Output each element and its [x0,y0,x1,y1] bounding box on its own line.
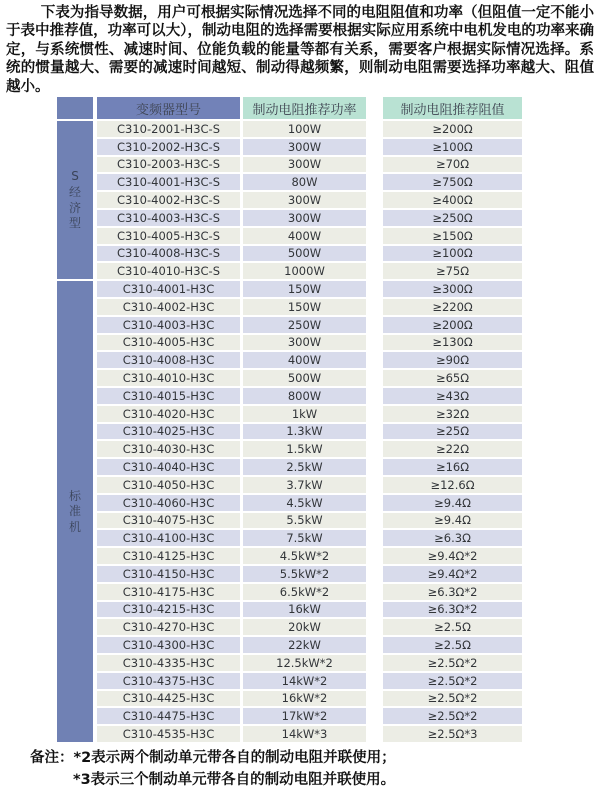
group-label-char: 经 [68,184,81,199]
power-cell: 17kW*2 [243,708,366,726]
resistance-cell: ≥9.4Ω*2 [383,548,522,566]
power-cell: 3.7kW [243,477,366,495]
table-header [57,97,522,121]
table-row [57,246,522,264]
column-gap [366,619,383,637]
column-gap [366,637,383,655]
resistance-cell: ≥2.5Ω [383,619,522,637]
resistance-cell: ≥2.5Ω*2 [383,673,522,691]
resistance-cell: ≥2.5Ω*2 [383,655,522,673]
resistance-cell: ≥200Ω [383,317,522,335]
model-cell: C310-4215-H3C [97,602,240,620]
resistance-cell: ≥6.3Ω*2 [383,584,522,602]
table-row [57,335,522,353]
model-cell: C310-4270-H3C [97,619,240,637]
model-cell: C310-4001-H3C [97,281,240,299]
braking-resistor-table [57,97,522,744]
power-cell: 300W [243,139,366,157]
table-row [57,708,522,726]
resistance-cell: ≥9.4Ω [383,513,522,531]
resistance-cell: ≥90Ω [383,352,522,370]
resistance-cell: ≥130Ω [383,335,522,353]
group-label-char: 机 [68,519,81,534]
group-label-char: 济 [68,200,81,215]
power-cell: 16kW [243,602,366,620]
column-gap [366,370,383,388]
model-cell: C310-4003-H3C [97,317,240,335]
table-row [57,530,522,548]
table-row [57,673,522,691]
column-gap [366,299,383,317]
table-row [57,352,522,370]
header-row [57,97,522,121]
column-gap [366,708,383,726]
resistance-cell: ≥250Ω [383,210,522,228]
table-row [57,281,522,299]
table-row [57,495,522,513]
power-cell: 150W [243,299,366,317]
model-cell: C310-4020-H3C [97,406,240,424]
group-label [57,170,93,229]
power-cell: 1.3kW [243,424,366,442]
power-cell: 7.5kW [243,530,366,548]
model-cell: C310-4010-H3C [97,370,240,388]
column-gap [366,441,383,459]
power-cell: 6.5kW*2 [243,584,366,602]
column-gap [366,726,383,744]
resistance-cell: ≥22Ω [383,441,522,459]
column-gap [366,459,383,477]
column-gap [366,139,383,157]
resistance-cell: ≥750Ω [383,174,522,192]
column-gap [366,281,383,299]
column-gap [366,691,383,709]
footnote-star2: *2表示两个制动单元带各自的制动电阻并联使用； [73,750,396,766]
resistance-cell: ≥300Ω [383,281,522,299]
resistance-cell: ≥6.3Ω [383,530,522,548]
group-label-char: 型 [68,216,81,231]
group-label-char: S [71,169,79,184]
power-cell: 800W [243,388,366,406]
column-gap [366,246,383,264]
column-gap [366,228,383,246]
table-row [57,121,522,139]
resistance-cell: ≥2.5Ω [383,637,522,655]
model-cell: C310-4335-H3C [97,655,240,673]
column-gap [366,513,383,531]
table-row [57,513,522,531]
group-header-cell [57,97,93,121]
resistance-cell: ≥9.4Ω*2 [383,566,522,584]
resistance-cell: ≥150Ω [383,228,522,246]
power-cell: 400W [243,352,366,370]
table-row [57,424,522,442]
model-cell: C310-4005-H3C-S [97,228,240,246]
table-row [57,210,522,228]
table-body [57,121,522,744]
model-cell: C310-4002-H3C-S [97,192,240,210]
model-cell: C310-4375-H3C [97,673,240,691]
resistance-cell: ≥100Ω [383,139,522,157]
table-row [57,174,522,192]
column-gap [366,317,383,335]
column-gap [366,495,383,513]
power-cell: 16kW*2 [243,691,366,709]
table-row [57,228,522,246]
model-cell: C310-4300-H3C [97,637,240,655]
column-gap [366,530,383,548]
group-label-cell [57,121,93,281]
group-label-char: 标 [68,488,81,503]
column-gap [366,584,383,602]
model-cell: C310-4060-H3C [97,495,240,513]
resistance-cell: ≥2.5Ω*3 [383,726,522,744]
table-row [57,477,522,495]
power-cell: 14kW*2 [243,673,366,691]
power-cell: 300W [243,192,366,210]
model-cell: C310-4008-H3C [97,352,240,370]
table-row [57,263,522,281]
power-cell: 500W [243,246,366,264]
table-row [57,192,522,210]
model-cell: C310-4005-H3C [97,335,240,353]
group-label [57,490,93,534]
model-cell: C310-4075-H3C [97,513,240,531]
model-cell: C310-4003-H3C-S [97,210,240,228]
model-cell: C310-4025-H3C [97,424,240,442]
footnote-star3: *3表示三个制动单元带各自的制动电阻并联使用。 [73,771,396,788]
column-gap [366,121,383,139]
power-cell: 1.5kW [243,441,366,459]
table-row [57,157,522,175]
resistance-column-header: 制动电阻推荐阻值 [383,97,522,121]
power-cell: 5.5kW*2 [243,566,366,584]
column-gap [366,263,383,281]
power-cell: 1kW [243,406,366,424]
model-cell: C310-4030-H3C [97,441,240,459]
model-cell: C310-4010-H3C-S [97,263,240,281]
footnote-line-1 [30,748,396,770]
table-row [57,726,522,744]
column-gap [366,673,383,691]
power-cell: 2.5kW [243,459,366,477]
power-cell: 22kW [243,637,366,655]
column-gap [366,424,383,442]
power-cell: 80W [243,174,366,192]
power-cell: 250W [243,317,366,335]
resistance-cell: ≥16Ω [383,459,522,477]
power-cell: 5.5kW [243,513,366,531]
resistance-cell: ≥2.5Ω*2 [383,708,522,726]
resistance-cell: ≥25Ω [383,424,522,442]
footnotes [30,748,396,791]
resistance-cell: ≥32Ω [383,406,522,424]
resistance-cell: ≥6.3Ω*2 [383,602,522,620]
power-cell: 300W [243,157,366,175]
table-row [57,548,522,566]
model-cell: C310-4001-H3C-S [97,174,240,192]
model-column-header: 变频器型号 [97,97,240,121]
power-cell: 14kW*3 [243,726,366,744]
column-gap [366,566,383,584]
resistance-cell: ≥9.4Ω [383,495,522,513]
table-row [57,317,522,335]
table-row [57,406,522,424]
column-gap [366,477,383,495]
table-row [57,566,522,584]
model-cell: C310-4002-H3C [97,299,240,317]
table-row [57,691,522,709]
footnote-line-2 [30,770,396,792]
power-cell: 12.5kW*2 [243,655,366,673]
power-cell: 20kW [243,619,366,637]
column-gap [366,174,383,192]
model-cell: C310-4125-H3C [97,548,240,566]
resistor-table-wrapper [57,97,522,744]
table-row [57,584,522,602]
power-cell: 1000W [243,263,366,281]
resistance-cell: ≥200Ω [383,121,522,139]
resistance-cell: ≥400Ω [383,192,522,210]
power-column-header: 制动电阻推荐功率 [243,97,366,121]
resistance-cell: ≥220Ω [383,299,522,317]
column-gap [366,210,383,228]
power-cell: 300W [243,335,366,353]
model-cell: C310-4040-H3C [97,459,240,477]
power-cell: 500W [243,370,366,388]
model-cell: C310-2003-H3C-S [97,157,240,175]
model-cell: C310-4475-H3C [97,708,240,726]
table-row [57,370,522,388]
group-label-char: 准 [68,504,81,519]
resistance-cell: ≥43Ω [383,388,522,406]
column-gap [366,335,383,353]
model-cell: C310-4535-H3C [97,726,240,744]
power-cell: 150W [243,281,366,299]
resistance-cell: ≥65Ω [383,370,522,388]
resistance-cell: ≥2.5Ω*2 [383,691,522,709]
intro-paragraph: 下表为指导数据，用户可根据实际情况选择不同的电阻阻值和功率（但阻值一定不能小于表中推荐值，功率可以大），制动电阻的选择需要根据实际应用系统中电机发电的功率来确定，与系统惯性、减速时间、位能负载的能量等都有关系，需要客户根据实际情况选择。系统的惯量越大、需要的减速时间越短、制动得越频繁，则制动电阻需要选择功率越大、阻值越小。 [6,5,594,95]
table-row [57,299,522,317]
power-cell: 400W [243,228,366,246]
table-row [57,655,522,673]
table-row [57,619,522,637]
model-cell: C310-4015-H3C [97,388,240,406]
column-gap [366,548,383,566]
power-cell: 4.5kW*2 [243,548,366,566]
model-cell: C310-2002-H3C-S [97,139,240,157]
table-row [57,388,522,406]
column-gap [366,655,383,673]
power-cell: 4.5kW [243,495,366,513]
power-cell: 100W [243,121,366,139]
power-cell: 300W [243,210,366,228]
resistance-cell: ≥75Ω [383,263,522,281]
resistance-cell: ≥12.6Ω [383,477,522,495]
model-cell: C310-4050-H3C [97,477,240,495]
column-gap [366,352,383,370]
footnote-prefix: 备注： [30,750,74,766]
model-cell: C310-4008-H3C-S [97,246,240,264]
column-gap [366,157,383,175]
model-cell: C310-4100-H3C [97,530,240,548]
group-label-cell [57,281,93,744]
resistance-cell: ≥100Ω [383,246,522,264]
column-gap [366,97,383,121]
table-row [57,459,522,477]
model-cell: C310-4425-H3C [97,691,240,709]
model-cell: C310-4150-H3C [97,566,240,584]
table-row [57,602,522,620]
column-gap [366,192,383,210]
column-gap [366,406,383,424]
column-gap [366,602,383,620]
model-cell: C310-2001-H3C-S [97,121,240,139]
resistance-cell: ≥70Ω [383,157,522,175]
column-gap [366,388,383,406]
table-row [57,637,522,655]
table-row [57,139,522,157]
table-row [57,441,522,459]
model-cell: C310-4175-H3C [97,584,240,602]
